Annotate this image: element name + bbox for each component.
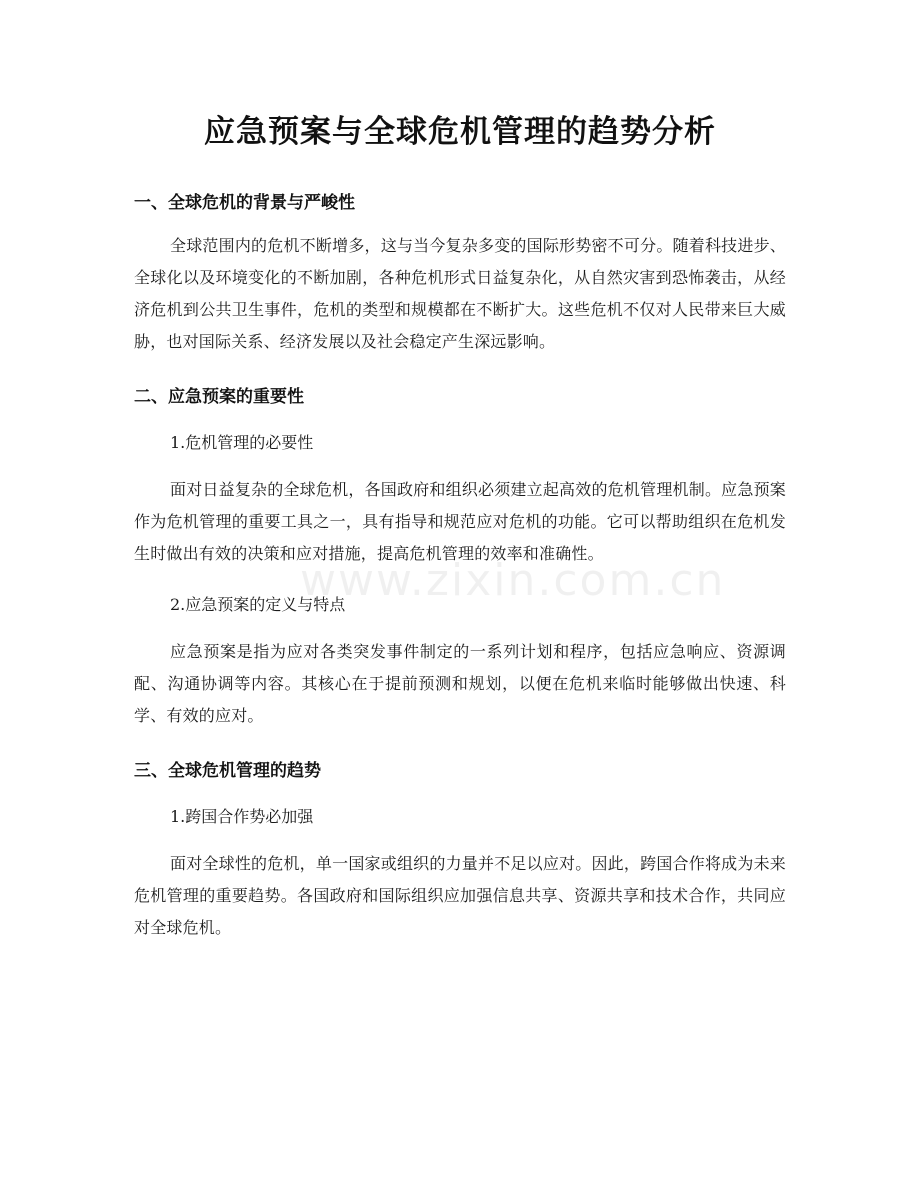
section-heading-1: 一、全球危机的背景与严峻性	[134, 193, 355, 213]
section-heading-2: 二、应急预案的重要性	[134, 387, 304, 407]
document-page	[134, 0, 786, 944]
watermark: www.zixin.com.cn	[300, 555, 726, 606]
section-heading-3: 三、全球危机管理的趋势	[134, 761, 321, 781]
section-1-paragraph: 全球范围内的危机不断增多，这与当今复杂多变的国际形势密不可分。随着科技进步、全球化以及环境变化的不断加剧，各种危机形式日益复杂化，从自然灾害到恐怖袭击，从经济危机到公共卫生事件，危机的类型和规模都在不断扩大。这些危机不仅对人民带来巨大威胁，也对国际关系、经济发展以及社会稳定产生深远影响。	[134, 236, 786, 351]
subsection-heading-3-1: 1.跨国合作势必加强	[170, 807, 314, 826]
subsection-2-2-paragraph: 应急预案是指为应对各类突发事件制定的一系列计划和程序，包括应急响应、资源调配、沟通协调等内容。其核心在于提前预测和规划，以便在危机来临时能够做出快速、科学、有效的应对。	[134, 642, 786, 725]
subsection-3-1-paragraph: 面对全球性的危机，单一国家或组织的力量并不足以应对。因此，跨国合作将成为未来危机管理的重要趋势。各国政府和国际组织应加强信息共享、资源共享和技术合作，共同应对全球危机。	[134, 854, 786, 937]
subsection-heading-2-1: 1.危机管理的必要性	[170, 433, 314, 452]
document-title: 应急预案与全球危机管理的趋势分析	[204, 114, 716, 150]
subsection-2-1-paragraph: 面对日益复杂的全球危机，各国政府和组织必须建立起高效的危机管理机制。应急预案作为危机管理的重要工具之一，具有指导和规范应对危机的功能。它可以帮助组织在危机发生时做出有效的决策和应对措施，提高危机管理的效率和准确性。	[134, 480, 786, 563]
subsection-heading-2-2: 2.应急预案的定义与特点	[170, 595, 346, 614]
